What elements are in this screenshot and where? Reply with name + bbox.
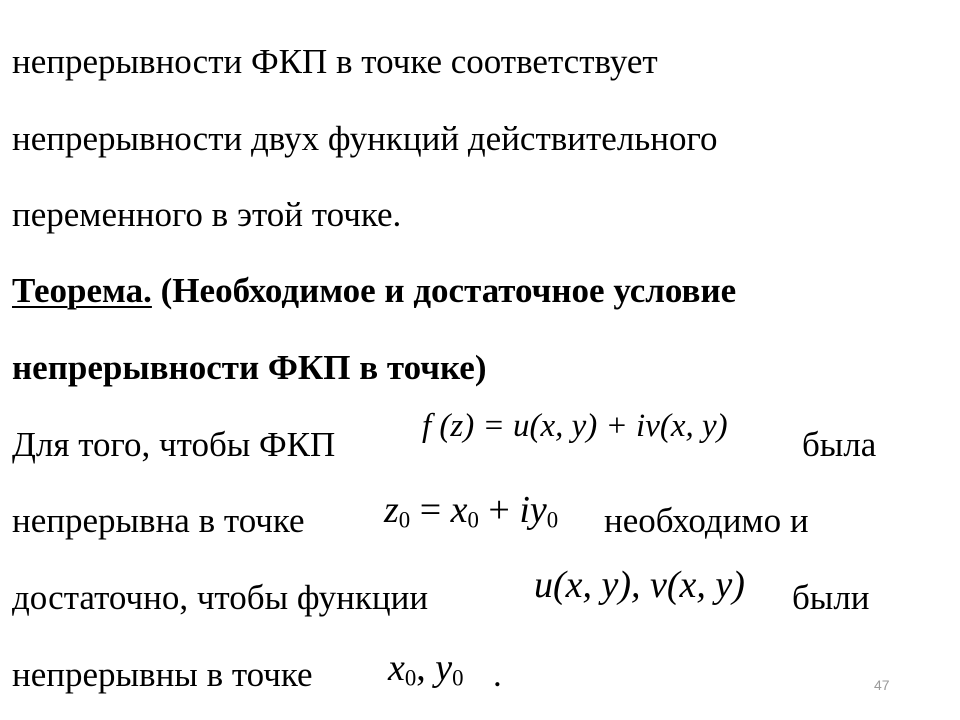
statement-line-1-right: была xyxy=(802,425,877,464)
formula-x0-y0: $x_0$, $y_0$ xyxy=(388,647,464,691)
statement-line-2-left: непрерывна в точке xyxy=(12,501,305,540)
statement-line-3-right: были xyxy=(792,578,870,617)
statement-line-4-period: . xyxy=(493,655,502,694)
formula-uv: u(x, y), v(x, y) xyxy=(534,564,745,606)
x-var: x xyxy=(450,489,468,531)
z-var: z xyxy=(384,489,399,531)
statement-line-3-left: достаточно, чтобы функции xyxy=(12,578,429,617)
page-number: 47 xyxy=(874,677,890,693)
text-line-2: непрерывности двух функций действительного xyxy=(12,119,718,158)
iy-var: iy xyxy=(519,489,547,531)
text-line-3: переменного в этой точке. xyxy=(12,195,402,234)
statement-line-4-left: непрерывны в точке xyxy=(12,655,313,694)
theorem-title-1: (Необходимое и достаточное условие xyxy=(151,271,737,310)
formula-z0: $z_0 = x_0 + iy_0$ xyxy=(384,489,559,533)
text-line-1: непрерывности ФКП в точке соответствует xyxy=(12,42,658,81)
statement-line-2-right: необходимо и xyxy=(604,501,809,540)
theorem-heading xyxy=(12,269,736,313)
theorem-title-line-2: непрерывности ФКП в точке) xyxy=(12,348,487,387)
theorem-label: Теорема. xyxy=(12,271,152,310)
formula-f-of-z: f (z) = u(x, y) + iv(x, y) xyxy=(422,408,728,444)
statement-line-1-left: Для того, чтобы ФКП xyxy=(12,425,336,464)
